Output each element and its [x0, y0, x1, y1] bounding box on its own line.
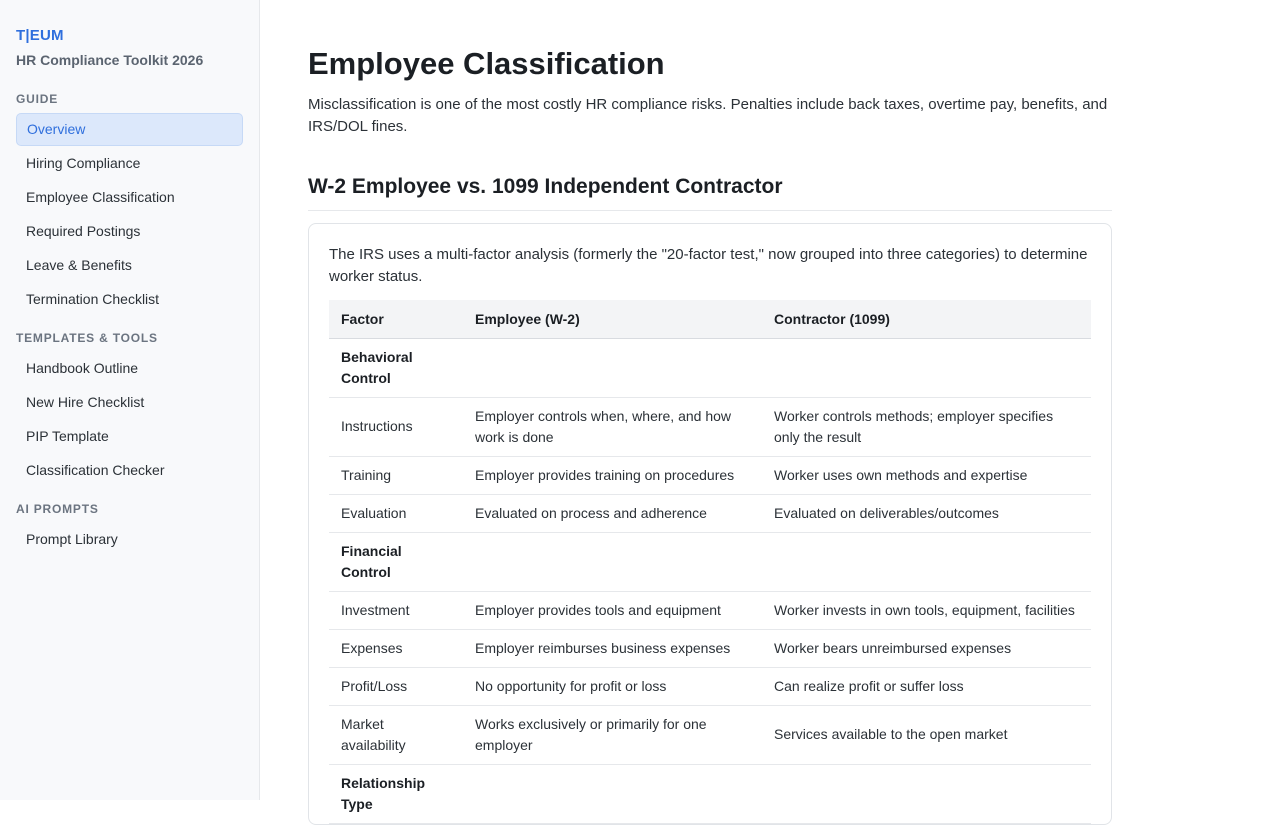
table-cell: Profit/Loss: [329, 667, 463, 705]
table-row: [329, 629, 1091, 667]
table-cell: Financial Control: [329, 532, 463, 591]
table-header-contractor: Contractor (1099): [762, 300, 1091, 338]
sidebar-item-leave-and-benefits[interactable]: Leave & Benefits: [26, 257, 132, 273]
table-cell: Evaluated on process and adherence: [463, 494, 762, 532]
table-cell: [463, 532, 762, 591]
sidebar-item-new-hire-checklist[interactable]: New Hire Checklist: [26, 394, 145, 410]
table-cell: Worker invests in own tools, equipment, facilities: [762, 591, 1091, 629]
table-cell: [463, 764, 762, 823]
table-cell: Worker bears unreimbursed expenses: [762, 629, 1091, 667]
table-cell: Behavioral Control: [329, 338, 463, 397]
sidebar: [0, 0, 260, 800]
table-cell: [762, 764, 1091, 823]
table-cell: Instructions: [329, 397, 463, 456]
table-cell: Relationship Type: [329, 764, 463, 823]
table-cell: Employer provides tools and equipment: [463, 591, 762, 629]
sidebar-item-termination-checklist[interactable]: Termination Checklist: [26, 291, 160, 307]
table-group-row: [329, 764, 1091, 823]
table-header-row: [329, 300, 1091, 338]
sidebar-nav-list: [16, 352, 243, 487]
classification-card: [308, 223, 1112, 825]
sidebar-section-label: GUIDE: [16, 92, 59, 106]
table-row: [329, 397, 1091, 456]
table-cell: [762, 532, 1091, 591]
classification-table: [329, 300, 1091, 824]
table-cell: Employer provides training on procedures: [463, 456, 762, 494]
table-cell: Employer controls when, where, and how work is done: [463, 397, 762, 456]
page-title: Employee Classification: [308, 46, 665, 81]
sidebar-item-handbook-outline[interactable]: Handbook Outline: [26, 360, 139, 376]
sidebar-item-pip-template[interactable]: PIP Template: [26, 428, 109, 444]
sidebar-section-label: TEMPLATES & TOOLS: [16, 331, 158, 345]
table-cell: Works exclusively or primarily for one employer: [463, 705, 762, 764]
table-cell: Employer reimburses business expenses: [463, 629, 762, 667]
sidebar-item-employee-classification[interactable]: Employee Classification: [26, 189, 175, 205]
table-header-employee: Employee (W-2): [463, 300, 762, 338]
sidebar-item-overview[interactable]: Overview: [16, 113, 243, 146]
table-row: [329, 494, 1091, 532]
table-cell: Training: [329, 456, 463, 494]
table-cell: Can realize profit or suffer loss: [762, 667, 1091, 705]
section-title: W-2 Employee vs. 1099 Independent Contractor: [308, 174, 1112, 211]
table-cell: [463, 338, 762, 397]
sidebar-item-hiring-compliance[interactable]: Hiring Compliance: [26, 155, 141, 171]
logo[interactable]: T|EUM: [16, 27, 64, 44]
table-cell: Evaluation: [329, 494, 463, 532]
table-row: [329, 667, 1091, 705]
table-cell: Expenses: [329, 629, 463, 667]
sidebar-nav: [16, 91, 243, 556]
table-group-row: [329, 338, 1091, 397]
table-row: [329, 591, 1091, 629]
sidebar-item-classification-checker[interactable]: Classification Checker: [26, 462, 165, 478]
table-row: [329, 705, 1091, 764]
table-header-factor: Factor: [329, 300, 463, 338]
table-row: [329, 456, 1091, 494]
table-cell: Worker controls methods; employer specifies only the result: [762, 397, 1091, 456]
table-cell: No opportunity for profit or loss: [463, 667, 762, 705]
sidebar-nav-list: [16, 523, 243, 556]
table-group-row: [329, 532, 1091, 591]
table-cell: Services available to the open market: [762, 705, 1091, 764]
table-cell: Investment: [329, 591, 463, 629]
toolkit-subtitle: HR Compliance Toolkit 2026: [16, 52, 204, 68]
sidebar-item-prompt-library[interactable]: Prompt Library: [26, 531, 118, 547]
main-content: [260, 0, 1280, 812]
sidebar-item-required-postings[interactable]: Required Postings: [26, 223, 141, 239]
table-cell: Evaluated on deliverables/outcomes: [762, 494, 1091, 532]
table-cell: [762, 338, 1091, 397]
page-lead: Misclassification is one of the most costly HR compliance risks. Penalties include back taxes, overtime pay, benefits, and IRS/DOL fines.: [308, 96, 1108, 135]
table-cell: Market availability: [329, 705, 463, 764]
table-body: [329, 338, 1091, 823]
article: [308, 44, 1112, 825]
card-intro: The IRS uses a multi-factor analysis (formerly the "20-factor test," now grouped into three categories) to determine worker status.: [329, 246, 1088, 285]
sidebar-nav-list: [16, 113, 243, 316]
sidebar-section-label: AI PROMPTS: [16, 502, 99, 516]
table-cell: Worker uses own methods and expertise: [762, 456, 1091, 494]
